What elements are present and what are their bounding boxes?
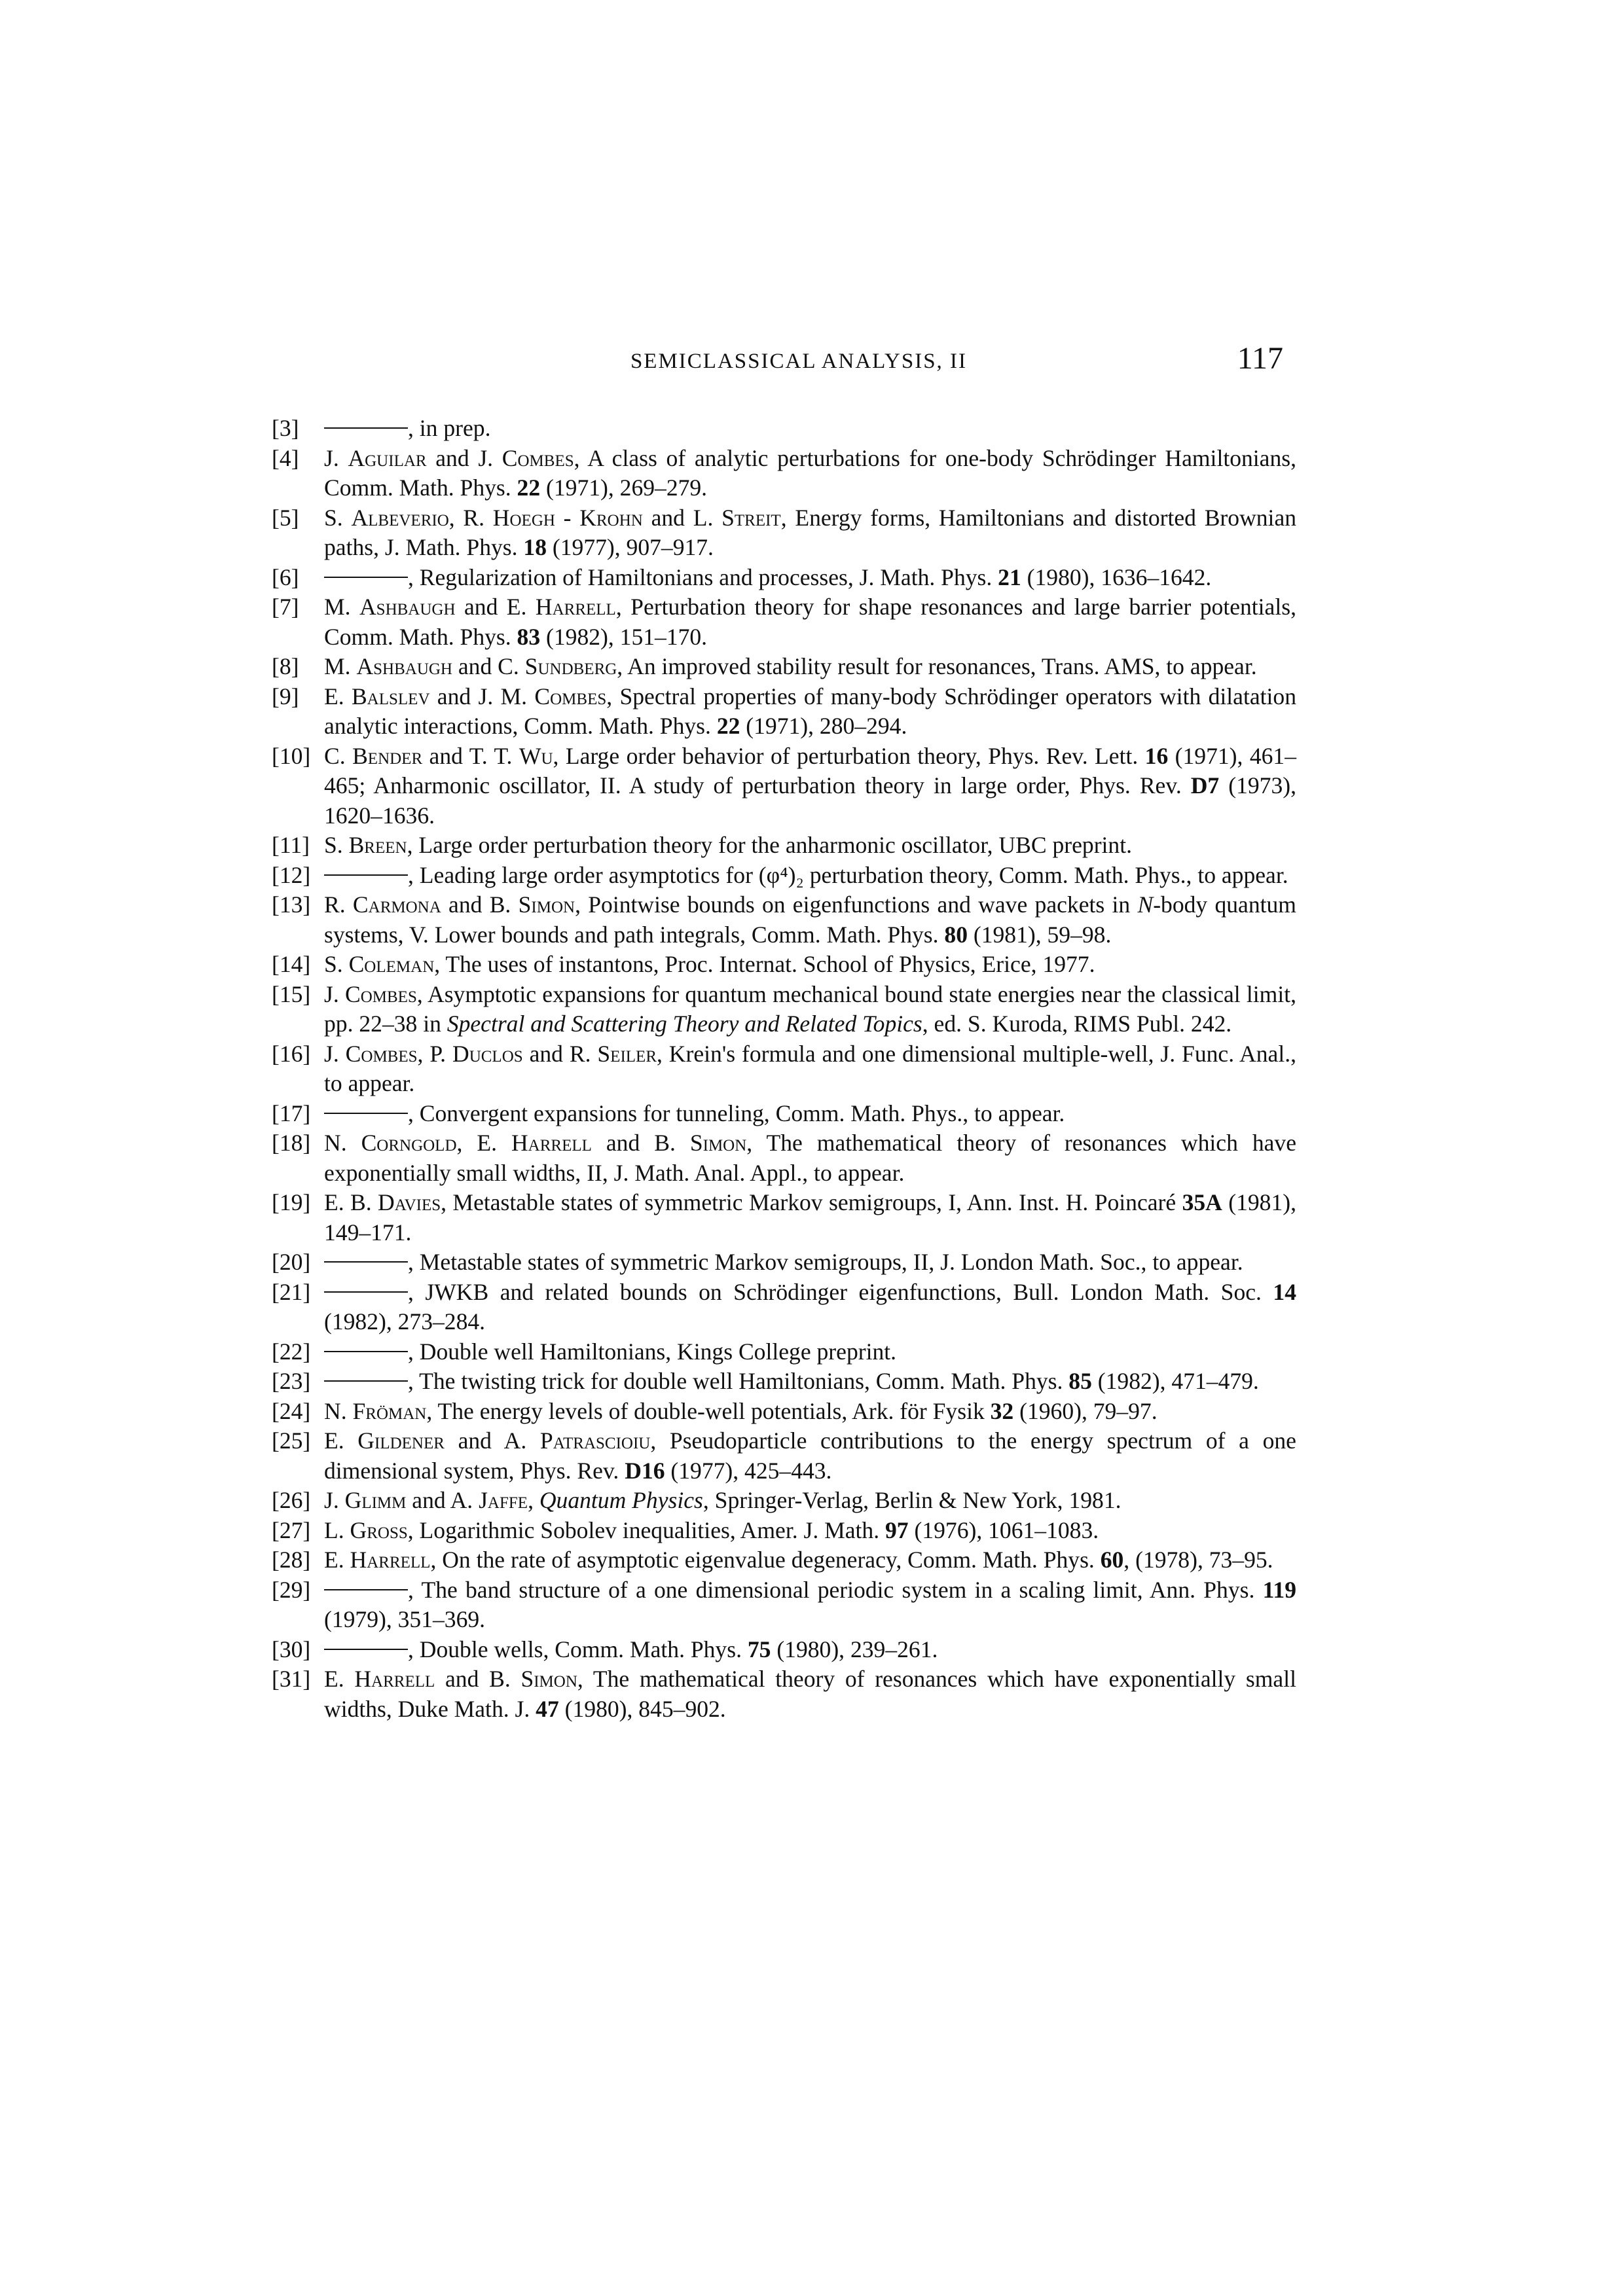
reference-entry — [272, 831, 1296, 861]
reference-text: S. — [324, 951, 349, 977]
reference-text: E. — [324, 1666, 355, 1692]
reference-number: [8] — [272, 653, 299, 679]
reference-entry — [272, 1486, 1296, 1516]
reference-number: [4] — [272, 444, 299, 471]
author-name: Albeverio — [351, 504, 449, 531]
reference-text: S. — [324, 832, 349, 858]
reference-text: M. — [324, 594, 359, 620]
reference-text: , Logarithmic Sobolev inequalities, Amer. J. Math. — [407, 1516, 886, 1543]
reference-entry — [272, 1247, 1296, 1278]
author-name: Combes — [344, 980, 417, 1007]
reference-text: E. B. — [324, 1189, 378, 1215]
volume-number: 47 — [536, 1695, 559, 1722]
reference-entry — [272, 1516, 1296, 1546]
ditto-rule — [324, 1261, 408, 1263]
reference-entry — [272, 1367, 1296, 1397]
reference-number: [12] — [272, 861, 311, 888]
reference-number: [17] — [272, 1100, 311, 1126]
author-name: Harrell — [350, 1547, 431, 1573]
volume-number: 22 — [716, 713, 740, 739]
reference-text: J. — [324, 444, 348, 471]
author-name: Patrascioiu — [539, 1427, 651, 1454]
reference-text: (1977), 907–917. — [547, 534, 714, 560]
author-name: Davies — [378, 1189, 441, 1215]
reference-number: [26] — [272, 1487, 311, 1513]
reference-text: E. — [324, 1427, 358, 1454]
reference-text: (1976), 1061–1083. — [908, 1516, 1099, 1543]
reference-number: [22] — [272, 1338, 311, 1365]
reference-entry — [272, 1426, 1296, 1486]
reference-text: (1982), 471–479. — [1091, 1368, 1259, 1394]
reference-text: , — [528, 1487, 539, 1513]
author-name: Sundberg — [524, 653, 617, 679]
reference-number: [24] — [272, 1397, 311, 1424]
reference-text: , Regularization of Hamiltonians and processes, J. Math. Phys. — [408, 564, 998, 590]
reference-number: [16] — [272, 1040, 311, 1067]
reference-number: [9] — [272, 683, 299, 709]
italic-title: N — [1137, 891, 1154, 918]
reference-entry — [272, 1575, 1296, 1635]
reference-text: and B. — [591, 1130, 690, 1156]
reference-text: , The band structure of a one dimensional periodic system in a scaling limit, Ann. Phys. — [408, 1576, 1263, 1603]
ditto-rule — [324, 1351, 408, 1352]
reference-text: and B. — [435, 1666, 521, 1692]
author-name: Hoegh - Krohn — [492, 504, 643, 531]
volume-number: D7 — [1190, 772, 1220, 798]
reference-text: , Convergent expansions for tunneling, Comm. Math. Phys., to appear. — [408, 1100, 1065, 1126]
reference-number: [14] — [272, 951, 311, 977]
reference-text: E. — [324, 683, 352, 709]
reference-text: (1982), 151–170. — [540, 623, 708, 650]
reference-text: and A. — [406, 1487, 479, 1513]
reference-number: [25] — [272, 1427, 311, 1454]
reference-text: , E. — [456, 1130, 511, 1156]
reference-text: , Large order behavior of perturbation theory, Phys. Rev. Lett. — [553, 742, 1145, 769]
reference-text: and J. M. — [429, 683, 535, 709]
reference-text: (1971), 280–294. — [740, 713, 907, 739]
reference-entry — [272, 742, 1296, 831]
reference-number: [7] — [272, 594, 299, 620]
author-name: Gildener — [357, 1427, 445, 1454]
italic-title: Quantum Physics — [539, 1487, 703, 1513]
author-name: Combes — [345, 1040, 418, 1067]
author-name: Harrell — [354, 1666, 435, 1692]
reference-text: M. — [324, 653, 357, 679]
reference-text: , Krein's formula and one dimensional multiple-well, J. Func. Anal., to appear. — [324, 1040, 1296, 1096]
reference-text: , A class of analytic perturbations for one-body Schrödinger Hamiltonians, Comm. Math. Phys. — [324, 444, 1296, 501]
reference-entry — [272, 1545, 1296, 1575]
volume-number: 85 — [1068, 1368, 1092, 1394]
reference-text: -body quantum systems, V. Lower bounds and path integrals, Comm. Math. Phys. — [324, 891, 1296, 948]
reference-text: S. — [324, 504, 352, 531]
reference-number: [6] — [272, 564, 299, 590]
reference-text: E. — [324, 1547, 350, 1573]
reference-text: , Perturbation theory for shape resonances and large barrier potentials, Comm. Math. Phys. — [324, 594, 1296, 650]
reference-number: [10] — [272, 742, 311, 769]
author-name: Corngold — [361, 1130, 457, 1156]
author-name: Coleman — [348, 951, 435, 977]
reference-text: , Large order perturbation theory for the anharmonic oscillator, UBC preprint. — [407, 832, 1132, 858]
reference-text: (1960), 79–97. — [1013, 1397, 1158, 1424]
reference-entry — [272, 1039, 1296, 1099]
reference-number: [20] — [272, 1249, 311, 1275]
reference-text: , Pseudoparticle contributions to the energy spectrum of a one dimensional system, Phys. Rev. — [324, 1427, 1296, 1484]
reference-number: [13] — [272, 891, 311, 918]
reference-text: , Leading large order asymptotics for (φ⁴)₂ perturbation theory, Comm. Math. Phys., to appear. — [408, 861, 1288, 888]
author-name: Gross — [350, 1516, 408, 1543]
volume-number: 21 — [998, 564, 1021, 590]
reference-entry — [272, 1278, 1296, 1337]
reference-entry — [272, 652, 1296, 682]
author-name: Wu — [519, 742, 553, 769]
reference-text: (1981), 149–171. — [324, 1189, 1296, 1246]
author-name: Duclos — [452, 1040, 523, 1067]
author-name: Simon — [518, 891, 575, 918]
reference-number: [21] — [272, 1278, 311, 1305]
reference-number: [28] — [272, 1547, 311, 1573]
reference-text: (1977), 425–443. — [665, 1457, 832, 1484]
reference-text: (1980), 239–261. — [771, 1636, 938, 1662]
reference-entry — [272, 682, 1296, 742]
reference-text: , Pointwise bounds on eigenfunctions and wave packets in — [575, 891, 1138, 918]
ditto-rule — [324, 1113, 408, 1114]
page-number: 117 — [1237, 341, 1283, 376]
reference-text: , P. — [417, 1040, 452, 1067]
running-title: SEMICLASSICAL ANALYSIS, II — [630, 350, 968, 373]
italic-title: Spectral and Scattering Theory and Related Topics — [447, 1011, 922, 1037]
reference-text: and C. — [452, 653, 525, 679]
running-head — [314, 340, 1283, 386]
reference-text: , The energy levels of double-well potentials, Ark. för Fysik — [426, 1397, 991, 1424]
ditto-rule — [324, 1589, 408, 1590]
reference-text: (1980), 1636–1642. — [1021, 564, 1212, 590]
reference-number: [19] — [272, 1189, 311, 1215]
reference-text: and B. — [441, 891, 519, 918]
reference-number: [29] — [272, 1576, 311, 1603]
reference-text: (1982), 273–284. — [324, 1308, 486, 1335]
author-name: Ashbaugh — [359, 594, 456, 620]
reference-text: and R. — [522, 1040, 598, 1067]
ditto-rule — [324, 1291, 408, 1293]
volume-number: 97 — [885, 1516, 909, 1543]
reference-text: (1971), 269–279. — [540, 475, 708, 501]
author-name: Seiler — [597, 1040, 657, 1067]
reference-text: and T. T. — [422, 742, 519, 769]
reference-text: and E. — [455, 594, 536, 620]
volume-number: 16 — [1144, 742, 1169, 769]
reference-text: N. — [324, 1397, 353, 1424]
reference-number: [15] — [272, 980, 311, 1007]
volume-number: 22 — [517, 475, 541, 501]
reference-text: , in prep. — [408, 415, 491, 441]
volume-number: 80 — [944, 921, 968, 948]
reference-number: [27] — [272, 1516, 311, 1543]
reference-number: [5] — [272, 504, 299, 531]
author-name: Combes — [534, 683, 607, 709]
reference-entry — [272, 1664, 1296, 1724]
reference-text: , Spectral properties of many-body Schrödinger operators with dilatation analytic interactions, Comm. Math. Phys. — [324, 683, 1296, 739]
volume-number: 35A — [1182, 1189, 1222, 1215]
reference-entry — [272, 563, 1296, 593]
reference-entry — [272, 1635, 1296, 1665]
volume-number: 60 — [1100, 1547, 1124, 1573]
reference-text: , An improved stability result for resonances, Trans. AMS, to appear. — [617, 653, 1257, 679]
reference-entry — [272, 444, 1296, 503]
ditto-rule — [324, 577, 408, 578]
author-name: Jaffe — [479, 1487, 528, 1513]
reference-entry — [272, 592, 1296, 652]
ditto-rule — [324, 1380, 408, 1382]
reference-number: [31] — [272, 1666, 311, 1692]
volume-number: 18 — [523, 534, 547, 560]
reference-number: [23] — [272, 1368, 311, 1394]
reference-text: , Double wells, Comm. Math. Phys. — [408, 1636, 748, 1662]
reference-text: J. — [324, 1487, 345, 1513]
reference-text: , The uses of instantons, Proc. Internat. School of Physics, Erice, 1977. — [434, 951, 1095, 977]
author-name: Streit — [721, 504, 781, 531]
reference-text: , JWKB and related bounds on Schrödinger eigenfunctions, Bull. London Math. Soc. — [408, 1278, 1273, 1305]
reference-entry — [272, 980, 1296, 1039]
reference-text: , Springer-Verlag, Berlin & New York, 1981. — [702, 1487, 1122, 1513]
author-name: Balslev — [351, 683, 430, 709]
reference-text: , Metastable states of symmetric Markov semigroups, I, Ann. Inst. H. Poincaré — [441, 1189, 1182, 1215]
reference-text: , Asymptotic expansions for quantum mechanical bound state energies near the classical limit, pp. 22–38 in — [324, 980, 1296, 1037]
reference-entry — [272, 890, 1296, 950]
author-name: Harrell — [511, 1130, 592, 1156]
volume-number: 14 — [1273, 1278, 1296, 1305]
reference-text: , Metastable states of symmetric Markov semigroups, II, J. London Math. Soc., to appear. — [408, 1249, 1243, 1275]
reference-text: (1981), 59–98. — [967, 921, 1112, 948]
reference-entry — [272, 414, 1296, 444]
reference-text: , Energy forms, Hamiltonians and distorted Brownian paths, J. Math. Phys. — [324, 504, 1297, 560]
reference-entry — [272, 1397, 1296, 1427]
ditto-rule — [324, 1649, 408, 1650]
reference-text: (1980), 845–902. — [558, 1695, 726, 1722]
reference-text: , (1978), 73–95. — [1123, 1547, 1273, 1573]
author-name: Harrell — [535, 594, 616, 620]
reference-entry — [272, 1128, 1296, 1188]
reference-entry — [272, 950, 1296, 980]
reference-text: J. — [324, 1040, 346, 1067]
reference-text: and A. — [444, 1427, 540, 1454]
reference-entry — [272, 861, 1296, 891]
reference-text: R. — [324, 891, 353, 918]
reference-text: , The twisting trick for double well Hamiltonians, Comm. Math. Phys. — [408, 1368, 1069, 1394]
reference-entry — [272, 1188, 1296, 1247]
reference-text: C. — [324, 742, 353, 769]
author-name: Carmona — [352, 891, 441, 918]
reference-text: (1973), 1620–1636. — [324, 772, 1296, 829]
volume-number: 83 — [517, 623, 541, 650]
volume-number: 32 — [990, 1397, 1014, 1424]
reference-number: [3] — [272, 415, 299, 441]
reference-text: and L. — [642, 504, 722, 531]
reference-entry — [272, 1337, 1296, 1367]
author-name: Simon — [520, 1666, 577, 1692]
ditto-rule — [324, 427, 408, 429]
reference-text: J. — [324, 980, 345, 1007]
reference-text: , The mathematical theory of resonances which have exponentially small widths, Duke Math. J. — [324, 1666, 1296, 1722]
ditto-rule — [324, 874, 408, 876]
volume-number: D16 — [625, 1457, 665, 1484]
reference-text: , ed. S. Kuroda, RIMS Publ. 242. — [922, 1011, 1232, 1037]
author-name: Fröman — [352, 1397, 427, 1424]
reference-list — [272, 414, 1296, 1724]
reference-number: [11] — [272, 832, 310, 858]
reference-text: N. — [324, 1130, 361, 1156]
author-name: Ashbaugh — [356, 653, 452, 679]
author-name: Glimm — [344, 1487, 407, 1513]
volume-number: 75 — [747, 1636, 771, 1662]
reference-text: and J. — [426, 444, 502, 471]
reference-text: , Double well Hamiltonians, Kings College preprint. — [408, 1338, 897, 1365]
reference-number: [18] — [272, 1130, 311, 1156]
author-name: Aguilar — [348, 444, 427, 471]
reference-entry — [272, 503, 1296, 563]
reference-text: , R. — [448, 504, 493, 531]
author-name: Combes — [501, 444, 574, 471]
reference-text: (1979), 351–369. — [324, 1606, 486, 1632]
author-name: Breen — [348, 832, 407, 858]
reference-entry — [272, 1099, 1296, 1129]
author-name: Simon — [689, 1130, 747, 1156]
reference-text: (1971), 461–465; Anharmonic oscillator, II. A study of perturbation theory in large order, Phys. Rev. — [324, 742, 1296, 798]
reference-number: [30] — [272, 1636, 311, 1662]
reference-text: , On the rate of asymptotic eigenvalue degeneracy, Comm. Math. Phys. — [430, 1547, 1101, 1573]
author-name: Bender — [352, 742, 423, 769]
reference-text: L. — [324, 1516, 350, 1543]
volume-number: 119 — [1262, 1576, 1296, 1603]
reference-text: , The mathematical theory of resonances which have exponentially small widths, II, J. Math. Anal. Appl., to appear. — [324, 1130, 1296, 1186]
